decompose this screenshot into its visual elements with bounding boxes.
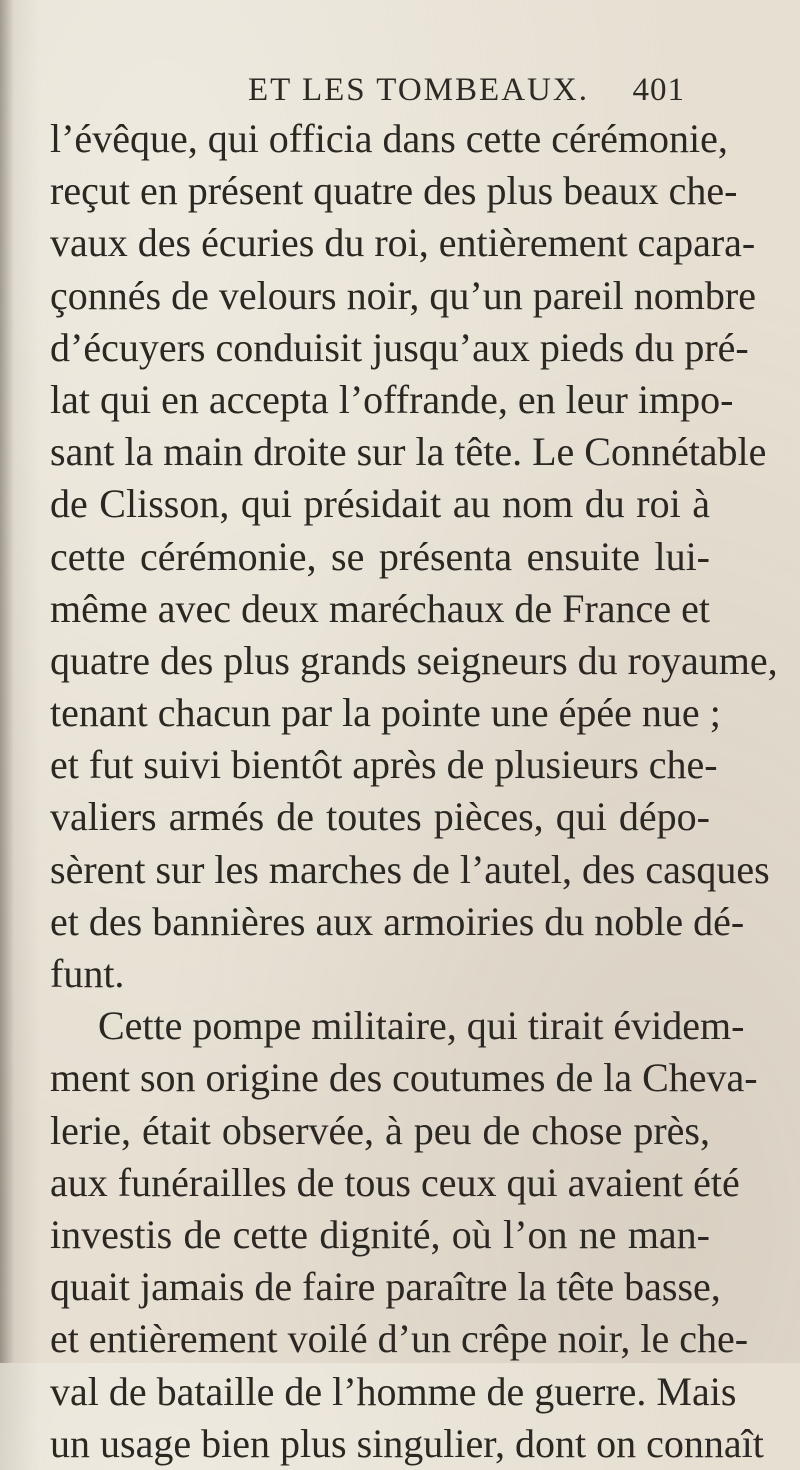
text-line: un usage bien plus singulier, dont on connaît [50, 1420, 764, 1466]
text-line: et des bannières aux armoiries du noble dé- [50, 898, 745, 944]
text-line: aux funérailles de tous ceux qui avaient été [50, 1159, 740, 1205]
text-line: lat qui en accepta l’offrande, en leur impo- [50, 376, 734, 422]
page-number: 401 [632, 72, 685, 108]
text-line: tenant chacun par la pointe une épée nue ; [50, 690, 721, 736]
text-line: val de bataille de l’homme de guerre. Mais [50, 1368, 737, 1414]
text-line: ment son origine des coutumes de la Cheva- [50, 1055, 758, 1101]
text-line: vaux des écuries du roi, entièrement capara- [50, 220, 756, 266]
text-line: même avec deux maréchaux de France et [50, 585, 710, 631]
text-line: et entièrement voilé d’un crêpe noir, le che- [50, 1316, 749, 1362]
text-line: sèrent sur les marches de l’autel, des casques [50, 846, 770, 892]
text-line: quait jamais de faire paraître la tête basse, [50, 1264, 721, 1310]
text-line: investis de cette dignité, où l’on ne man- [50, 1211, 710, 1257]
text-line: sant la main droite sur la tête. Le Connétable [50, 429, 767, 475]
text-line: reçut en présent quatre des plus beaux che- [50, 168, 738, 214]
text-line: cette cérémonie, se présenta ensuite lui- [50, 533, 710, 579]
text-line: et fut suivi bientôt après de plusieurs che- [50, 742, 718, 788]
paragraph-end-line: funt. [50, 951, 125, 996]
body-text [50, 113, 778, 1470]
text-line: quatre des plus grands seigneurs du royaume, [50, 637, 778, 683]
text-line: çonnés de velours noir, qu’un pareil nombre [50, 272, 756, 318]
text-line: l’évêque, qui officia dans cette cérémonie, [50, 116, 728, 161]
text-line: valiers armés de toutes pièces, qui dépo- [50, 794, 710, 840]
page-gutter-shadow [0, 0, 14, 1363]
paragraph-start-line: Cette pompe militaire, qui tirait évidem- [98, 1003, 745, 1049]
running-head-title: ET LES TOMBEAUX. [248, 72, 589, 108]
text-line: lerie, était observée, à peu de chose près, [50, 1107, 710, 1153]
running-head [120, 72, 685, 116]
text-line: de Clisson, qui présidait au nom du roi à [50, 481, 710, 527]
text-line: d’écuyers conduisit jusqu’aux pieds du pré- [50, 324, 749, 370]
